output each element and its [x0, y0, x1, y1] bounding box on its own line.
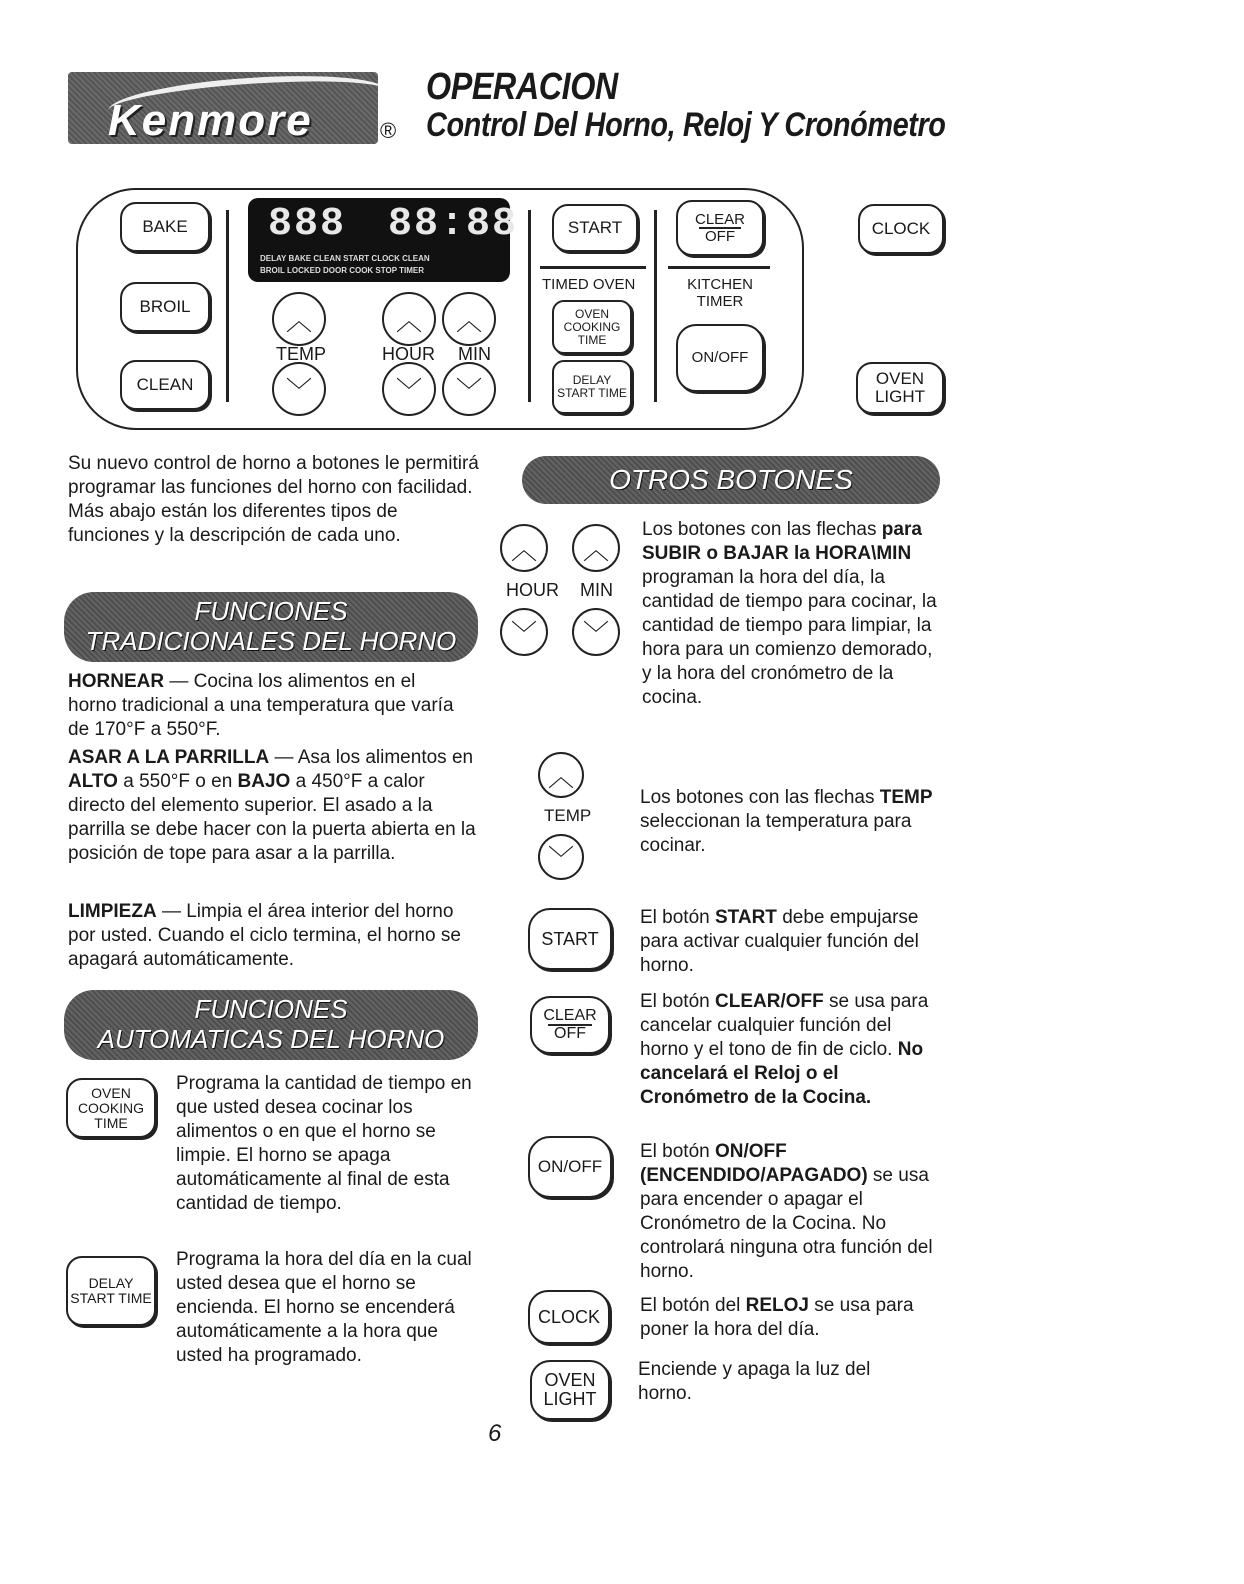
banner-automatic-functions: [64, 990, 478, 1060]
temp-down-arrow-icon[interactable]: ﹀: [272, 362, 326, 416]
hour-down-arrow-icon: ﹀: [500, 608, 548, 656]
clock-text: [640, 1294, 940, 1342]
hornear-term: HORNEAR: [68, 671, 165, 692]
hour-label: HOUR: [382, 344, 435, 364]
page-title: OPERACION: [426, 66, 618, 108]
panel-divider: [654, 210, 657, 402]
arrows-text: Los botones con las flechas: [642, 519, 882, 540]
asar-alto: ALTO: [68, 771, 118, 792]
clear-desc: El botón: [640, 991, 715, 1012]
asar-paragraph: [68, 746, 478, 866]
hornear-paragraph: [68, 670, 468, 742]
min-label: MIN: [458, 344, 491, 364]
display-temp-digits: 888: [268, 202, 347, 247]
hornear-text: — Cocina los alimentos en el horno tradicional a una temperatura que varía de 170°F a 550°F.: [68, 671, 454, 740]
asar-text: a 450°F a calor directo del elemento superior. El asado a la parrilla se debe hacer con la puerta abierta en la posición de tope para asar a la parrilla.: [68, 771, 476, 864]
onoff-desc: El botón: [640, 1141, 715, 1162]
asar-text: — Asa los alimentos en: [269, 747, 474, 768]
temp-text: Los botones con las flechas: [640, 787, 880, 808]
clean-button[interactable]: CLEAN: [120, 360, 210, 410]
hour-label: HOUR: [506, 580, 559, 600]
onoff-bold: ON/OFF (ENCENDIDO/APAGADO): [640, 1141, 868, 1186]
off-label: OFF: [699, 227, 741, 244]
timed-oven-rule: [540, 266, 646, 269]
oven-display: [248, 198, 519, 282]
intro-paragraph: Su nuevo control de horno a botones le permitirá programar las funciones del horno con facilidad. Más abajo están los diferentes tipos de funciones y la descripción de cada uno.: [68, 453, 479, 546]
banner-line: TRADICIONALES DEL HORNO: [85, 626, 457, 656]
on-off-icon: ON/OFF: [528, 1136, 612, 1198]
start-text: [640, 906, 940, 978]
logo-text: Kenmore: [108, 96, 313, 144]
onoff-desc: se usa para encender o apagar el Cronómetro de la Cocina. No controlará ninguna otra función del horno.: [640, 1165, 933, 1282]
oven-light-icon: OVEN LIGHT: [530, 1360, 610, 1420]
oven-cooking-time-icon: OVEN COOKING TIME: [66, 1078, 156, 1138]
min-up-arrow-icon[interactable]: ︿: [442, 292, 496, 346]
clear-bold: No cancelará el Reloj o el Cronómetro de la Cocina.: [640, 1039, 924, 1108]
kenmore-logo: [68, 72, 378, 144]
kitchen-timer-label: KITCHEN TIMER: [687, 276, 753, 310]
logo-mark: ®: [380, 118, 397, 143]
temp-label: TEMP: [544, 806, 592, 825]
oven-light-button[interactable]: OVEN LIGHT: [856, 362, 944, 414]
start-bold: START: [715, 907, 777, 928]
hour-up-arrow-icon[interactable]: ︿: [382, 292, 436, 346]
on-off-text: [640, 1140, 940, 1284]
clock-button[interactable]: CLOCK: [858, 204, 944, 254]
clock-bold: RELOJ: [745, 1295, 809, 1316]
min-label: MIN: [580, 580, 613, 600]
bake-button[interactable]: BAKE: [120, 202, 210, 252]
start-button[interactable]: START: [552, 204, 638, 252]
start-desc: El botón: [640, 907, 715, 928]
asar-bajo: BAJO: [237, 771, 291, 792]
banner-line: AUTOMATICAS DEL HORNO: [97, 1024, 445, 1054]
min-up-arrow-icon: ︿: [572, 524, 620, 572]
display-time-digits: 88:88: [388, 202, 519, 247]
limpieza-term: LIMPIEZA: [68, 901, 157, 922]
hour-up-arrow-icon: ︿: [500, 524, 548, 572]
clock-icon: CLOCK: [528, 1290, 610, 1344]
clear-off-text: [640, 990, 940, 1110]
panel-divider: [528, 210, 531, 402]
banner-traditional-functions: [64, 592, 478, 662]
clear-label: CLEAR: [694, 211, 746, 228]
clear-label: CLEAR: [543, 1007, 597, 1024]
banner-line: FUNCIONES: [194, 994, 348, 1024]
delay-start-time-icon: DELAY START TIME: [66, 1256, 156, 1326]
display-indicators-top: DELAY BAKE CLEAN START CLOCK CLEAN: [260, 254, 430, 263]
temp-text: seleccionan la temperatura para cocinar.: [640, 811, 912, 856]
hour-down-arrow-icon[interactable]: ﹀: [382, 362, 436, 416]
temp-down-arrow-icon: ﹀: [538, 834, 584, 880]
clock-desc: El botón del: [640, 1295, 746, 1316]
clear-off-icon: [530, 996, 610, 1054]
clear-bold: CLEAR/OFF: [715, 991, 824, 1012]
asar-term: ASAR A LA PARRILLA: [68, 747, 270, 768]
min-down-arrow-icon: ﹀: [572, 608, 620, 656]
oven-cooking-time-text: Programa la cantidad de tiempo en que usted desea cocinar los alimentos o en que el horno se limpie. El horno se apaga automáticamente al final de esta cantidad de tiempo.: [176, 1073, 472, 1214]
page-subtitle: Control Del Horno, Reloj Y Cronómetro: [426, 106, 946, 144]
limpieza-text: — Limpia el área interior del horno por usted. Cuando el ciclo termina, el horno se apagará automáticamente.: [68, 901, 461, 970]
clear-off-button[interactable]: [676, 200, 764, 256]
temp-bold: TEMP: [879, 787, 933, 808]
page-number: 6: [488, 1420, 502, 1447]
hour-min-arrows-text: [642, 518, 942, 710]
temp-arrows-text: [640, 786, 940, 858]
temp-up-arrow-icon[interactable]: ︿: [272, 292, 326, 346]
delay-start-time-text: Programa la hora del día en la cual usted desea que el horno se encienda. El horno se encenderá automáticamente a la hora que usted ha programado.: [176, 1249, 472, 1366]
arrows-bold: para SUBIR o BAJAR la HORA\MIN: [642, 519, 922, 564]
arrows-text: programan la hora del día, la cantidad de tiempo para cocinar, la cantidad de tiempo para limpiar, la hora para un comienzo demorado, y la hora del cronómetro de la cocina.: [642, 567, 937, 708]
temp-label: TEMP: [276, 344, 327, 364]
temp-up-arrow-icon: ︿: [538, 752, 584, 798]
min-down-arrow-icon[interactable]: ﹀: [442, 362, 496, 416]
display-indicators-bottom: BROIL LOCKED DOOR COOK STOP TIMER: [260, 266, 425, 275]
clock-desc: se usa para poner la hora del día.: [640, 1295, 914, 1340]
oven-light-text: Enciende y apaga la luz del horno.: [638, 1359, 871, 1404]
limpieza-paragraph: [68, 900, 482, 972]
asar-text: a 550°F o en: [117, 771, 238, 792]
banner-other-buttons: OTROS BOTONES: [522, 456, 940, 504]
on-off-button[interactable]: ON/OFF: [676, 324, 764, 392]
timed-oven-label: TIMED OVEN: [542, 276, 636, 293]
broil-button[interactable]: BROIL: [120, 282, 210, 332]
kitchen-timer-rule: [668, 266, 770, 269]
banner-line: FUNCIONES: [194, 596, 348, 626]
clear-desc: se usa para cancelar cualquier función del horno y el tono de fin de ciclo.: [640, 991, 929, 1060]
delay-start-time-button[interactable]: DELAY START TIME: [552, 360, 632, 414]
start-desc: debe empujarse para activar cualquier función del horno.: [640, 907, 919, 976]
oven-cooking-time-button[interactable]: OVEN COOKING TIME: [552, 300, 632, 354]
start-icon: START: [528, 908, 612, 970]
off-label: OFF: [548, 1024, 592, 1042]
panel-divider: [226, 210, 229, 402]
